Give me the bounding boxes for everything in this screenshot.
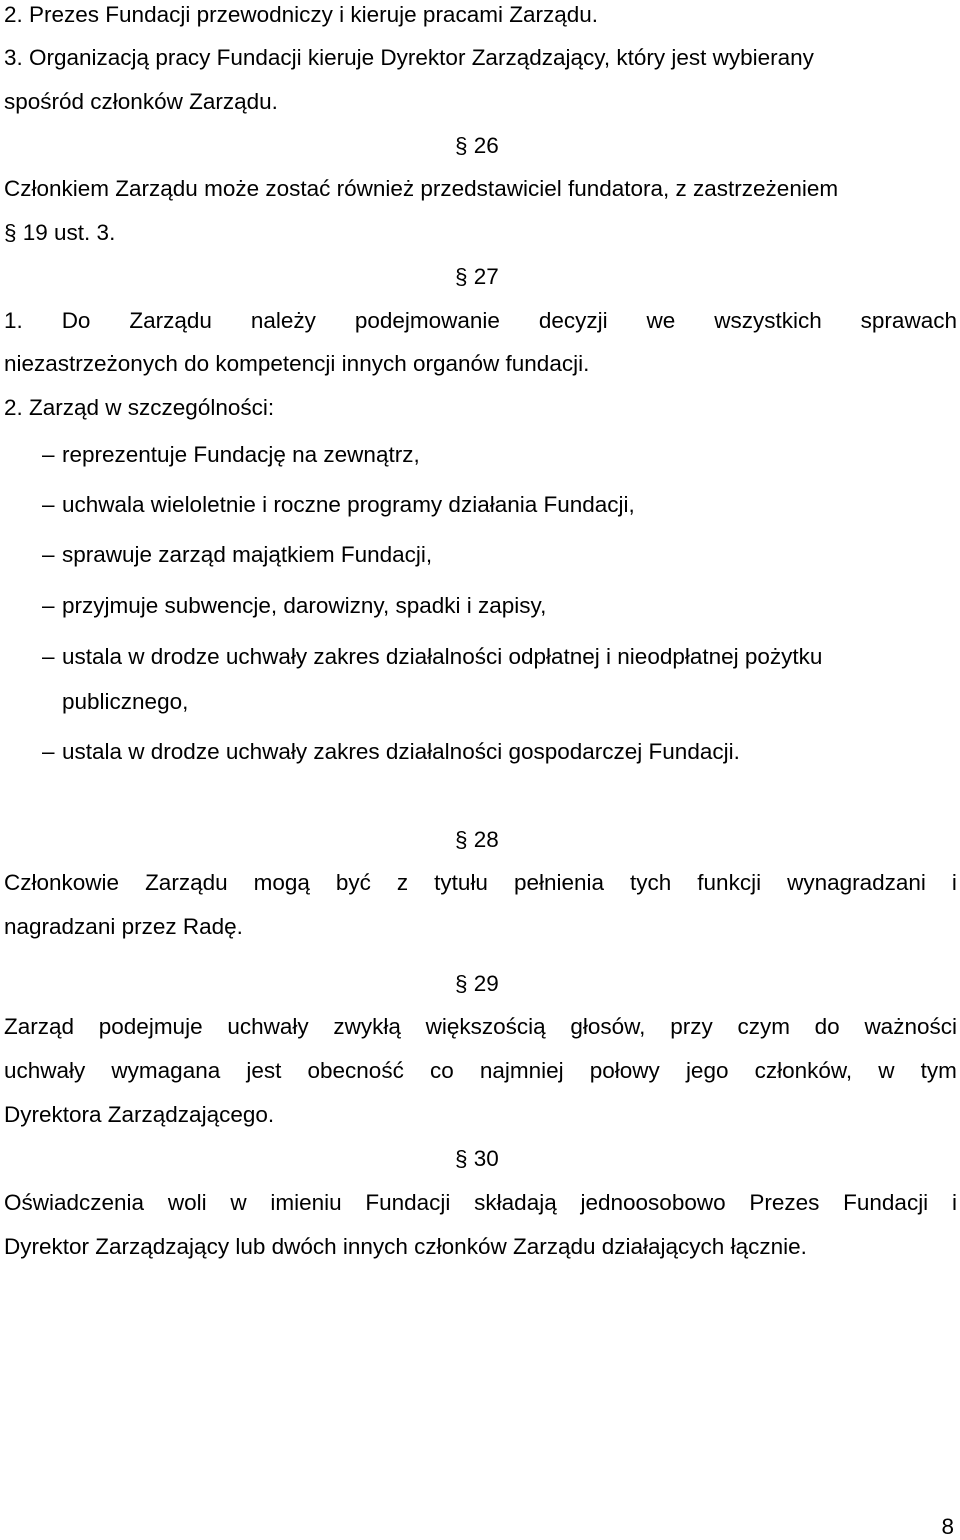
- para-line: 2. Zarząd w szczególności:: [4, 395, 275, 420]
- word: imieniu: [270, 1190, 342, 1215]
- word: Do: [61, 308, 91, 333]
- para-line: 2. Prezes Fundacji przewodniczy i kieruje pracami Zarządu.: [4, 2, 598, 27]
- word: funkcji: [697, 870, 762, 895]
- list-item: [42, 643, 822, 670]
- section-heading: § 27: [455, 264, 499, 289]
- word: tych: [630, 870, 672, 895]
- dash-bullet: –: [42, 542, 55, 567]
- para-line: Dyrektor Zarządzający lub dwóch innych członków Zarządu działających łącznie.: [4, 1234, 807, 1259]
- word: Zarządu: [145, 870, 228, 895]
- word: podejmowanie: [354, 308, 500, 333]
- word: woli: [167, 1190, 207, 1215]
- page-number: 8: [941, 1514, 954, 1539]
- para-line: § 19 ust. 3.: [4, 220, 116, 245]
- para-line: niezastrzeżonych do kompetencji innych organów fundacji.: [4, 351, 590, 376]
- word: Zarządu: [129, 308, 212, 333]
- para-line-justified: [4, 307, 957, 334]
- para-line: Członkiem Zarządu może zostać również przedstawiciel fundatora, z zastrzeżeniem: [4, 176, 839, 201]
- para-line: 3. Organizacją pracy Fundacji kieruje Dyrektor Zarządzający, który jest wybierany: [4, 45, 814, 70]
- word: sprawach: [860, 308, 957, 333]
- word: jego: [685, 1058, 729, 1083]
- word: Prezes: [749, 1190, 820, 1215]
- word: 1.: [4, 308, 23, 333]
- word: w: [878, 1058, 895, 1083]
- word: należy: [250, 308, 316, 333]
- dash-bullet: –: [42, 593, 55, 618]
- word: uchwały: [227, 1014, 309, 1039]
- dash-bullet: –: [42, 492, 55, 517]
- word: połowy: [589, 1058, 660, 1083]
- para-line-justified: [4, 869, 957, 896]
- list-item-continuation: publicznego,: [62, 689, 189, 714]
- word: i: [951, 870, 957, 895]
- word: składają: [474, 1190, 557, 1215]
- word: z: [396, 870, 409, 895]
- list-item-text: przyjmuje subwencje, darowizny, spadki i zapisy,: [62, 593, 547, 618]
- word: pełnienia: [513, 870, 605, 895]
- word: uchwały: [4, 1058, 86, 1083]
- list-item-text: uchwala wieloletnie i roczne programy działania Fundacji,: [62, 492, 635, 517]
- word: Członkowie: [4, 870, 120, 895]
- word: podejmuje: [98, 1014, 203, 1039]
- para-line-justified: [4, 1057, 957, 1084]
- word: głosów,: [570, 1014, 646, 1039]
- para-line: Dyrektora Zarządzającego.: [4, 1102, 275, 1127]
- word: co: [429, 1058, 454, 1083]
- para-line-justified: [4, 1189, 957, 1216]
- word: i: [951, 1190, 957, 1215]
- section-heading: § 26: [455, 133, 499, 158]
- word: najmniej: [479, 1058, 564, 1083]
- list-item-text: reprezentuje Fundację na zewnątrz,: [62, 442, 420, 467]
- para-line: spośród członków Zarządu.: [4, 89, 278, 114]
- word: Fundacji: [843, 1190, 929, 1215]
- list-item-text: ustala w drodze uchwały zakres działalności gospodarczej Fundacji.: [62, 739, 740, 764]
- word: czym: [737, 1014, 790, 1039]
- word: tym: [920, 1058, 957, 1083]
- word: decyzji: [538, 308, 608, 333]
- word: większością: [425, 1014, 546, 1039]
- word: do: [814, 1014, 840, 1039]
- list-item-text: ustala w drodze uchwały zakres działalności odpłatnej i nieodpłatnej pożytku: [62, 644, 823, 669]
- para-line: nagradzani przez Radę.: [4, 914, 243, 939]
- word: wynagradzani: [787, 870, 926, 895]
- word: mogą: [253, 870, 310, 895]
- para-line-justified: [4, 1013, 957, 1040]
- list-item: [42, 441, 420, 468]
- list-item: [42, 738, 740, 765]
- section-heading: § 29: [455, 971, 499, 996]
- word: jednoosobowo: [580, 1190, 726, 1215]
- word: tytułu: [434, 870, 488, 895]
- word: być: [335, 870, 371, 895]
- section-heading: § 30: [455, 1146, 499, 1171]
- word: we: [646, 308, 676, 333]
- word: ważności: [864, 1014, 957, 1039]
- list-item: [42, 541, 432, 568]
- word: wszystkich: [714, 308, 822, 333]
- word: członków,: [754, 1058, 853, 1083]
- word: zwykłą: [333, 1014, 401, 1039]
- list-item-text: sprawuje zarząd majątkiem Fundacji,: [62, 542, 433, 567]
- dash-bullet: –: [42, 644, 55, 669]
- dash-bullet: –: [42, 442, 55, 467]
- dash-bullet: –: [42, 739, 55, 764]
- section-heading: § 28: [455, 827, 499, 852]
- list-item: [42, 491, 635, 518]
- word: Oświadczenia: [4, 1190, 145, 1215]
- word: obecność: [307, 1058, 404, 1083]
- word: Fundacji: [365, 1190, 451, 1215]
- word: jest: [246, 1058, 282, 1083]
- word: przy: [670, 1014, 713, 1039]
- word: w: [230, 1190, 247, 1215]
- word: Zarząd: [4, 1014, 75, 1039]
- list-item: [42, 592, 546, 619]
- word: wymagana: [111, 1058, 221, 1083]
